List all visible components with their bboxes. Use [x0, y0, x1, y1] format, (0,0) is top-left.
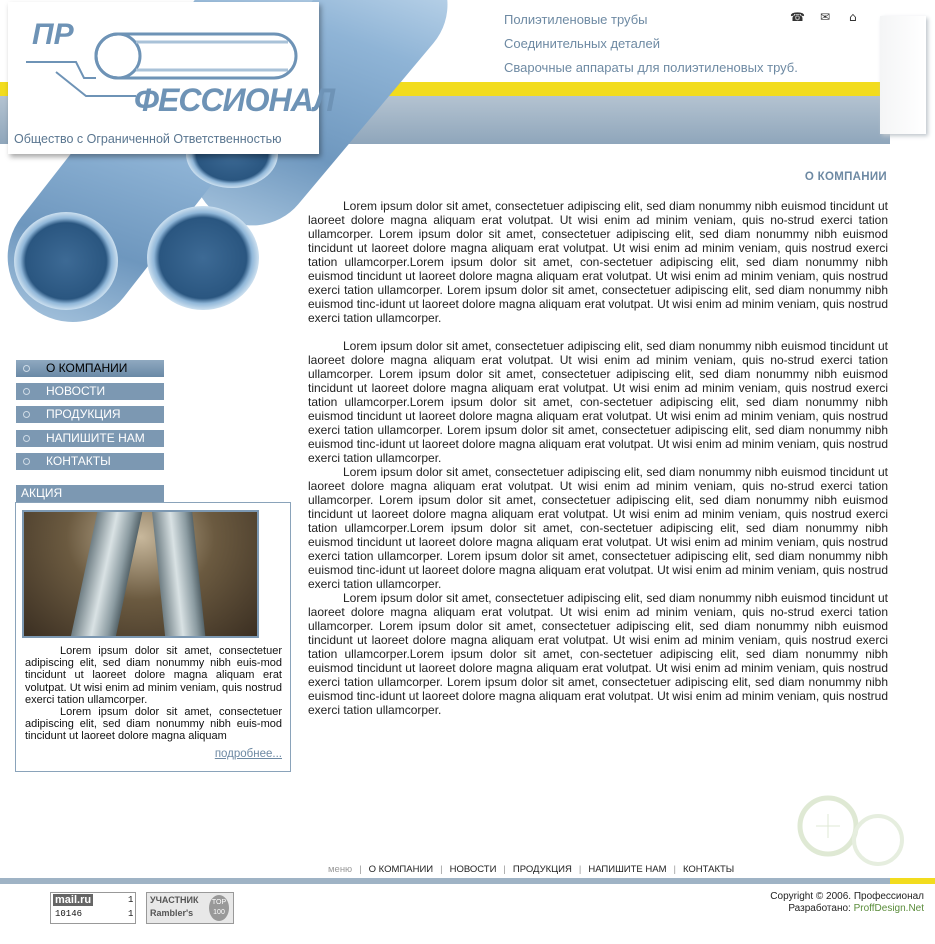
logo-prefix: ПР	[32, 18, 74, 51]
footer-link-contacts[interactable]: КОНТАКТЫ	[682, 864, 735, 875]
nav-item-write-us[interactable]	[16, 430, 164, 447]
footer-link-products[interactable]: ПРОДУКЦИЯ	[512, 864, 572, 875]
counter-brand: mail.ru	[55, 894, 92, 906]
rambler-top-label: УЧАСТНИК	[150, 895, 199, 905]
top-link-fittings[interactable]: Соединительных деталей	[504, 36, 660, 51]
mail-icon[interactable]: ✉	[820, 10, 831, 24]
counter-value: 10146	[55, 909, 83, 919]
promo-title-label: АКЦИЯ	[21, 486, 63, 500]
page-title: О КОМПАНИИ	[804, 171, 887, 183]
rambler-badge-bottom: 100	[213, 909, 225, 916]
footer-yellow-strip	[890, 878, 935, 884]
content-paragraph: Lorem ipsum dolor sit amet, consectetuer adipiscing elit, sed diam nonummy nibh euismod tincidunt ut laoreet dolore magna aliquam erat volutpat. Ut wisi enim ad minim veniam, quis no-strud exerci tation ullamcorper. Lorem ipsum dolor sit amet, consectetuer adipiscing elit, sed diam nonummy nibh euismod tincidunt ut laoreet dolore magna aliquam erat volutpat. Ut wisi enim ad minim veniam, quis nostrud exerci tation ullamcorper.Lorem ipsum dolor sit amet, con-sectetuer adipiscing elit, sed diam nonummy nibh euismod tincidunt ut laoreet dolore magna aliquam erat volutpat. Ut wisi enim ad minim veniam, quis nostrud exerci tation ullamcorper. Lorem ipsum dolor sit amet, consectetuer adipiscing elit, sed diam nonummy nibh euismod tinc-idunt ut laoreet dolore magna aliquam erat volutpat. Ut wisi enim ad minim veniam, quis nostrud exerci tation ullamcorper.	[308, 339, 888, 465]
footer-strip	[0, 878, 890, 884]
copyright	[700, 891, 924, 915]
decorative-circles	[796, 792, 916, 872]
rambler-bottom-label: Rambler's	[150, 908, 194, 918]
counter-right-top: 1	[128, 895, 134, 905]
rambler-badge-icon	[209, 895, 229, 921]
rambler-counter[interactable]	[146, 892, 234, 924]
promo-image	[22, 510, 259, 638]
nav-item-contacts[interactable]	[16, 453, 164, 470]
footer-link-about[interactable]: О КОМПАНИИ	[368, 864, 434, 875]
home-icon[interactable]: ⌂	[849, 10, 857, 24]
nav-item-news[interactable]	[16, 383, 164, 400]
nav-item-label: О КОМПАНИИ	[46, 361, 128, 375]
read-more-link[interactable]: подробнее...	[214, 748, 282, 760]
nav-bullet-icon	[23, 365, 30, 372]
content-paragraph: Lorem ipsum dolor sit amet, consectetuer adipiscing elit, sed diam nonummy nibh euismod tincidunt ut laoreet dolore magna aliquam erat volutpat. Ut wisi enim ad minim veniam, quis no-strud exerci tation ullamcorper. Lorem ipsum dolor sit amet, consectetuer adipiscing elit, sed diam nonummy nibh euismod tincidunt ut laoreet dolore magna aliquam erat volutpat. Ut wisi enim ad minim veniam, quis nostrud exerci tation ullamcorper.Lorem ipsum dolor sit amet, con-sectetuer adipiscing elit, sed diam nonummy nibh euismod tincidunt ut laoreet dolore magna aliquam erat volutpat. Ut wisi enim ad minim veniam, quis nostrud exerci tation ullamcorper. Lorem ipsum dolor sit amet, consectetuer adipiscing elit, sed diam nonummy nibh euismod tinc-idunt ut laoreet dolore magna aliquam erat volutpat. Ut wisi enim ad minim veniam, quis nostrud exerci tation ullamcorper.	[308, 199, 888, 325]
nav-bullet-icon	[23, 411, 30, 418]
developer-link[interactable]: ProffDesign.Net	[853, 903, 924, 914]
content-paragraph: Lorem ipsum dolor sit amet, consectetuer adipiscing elit, sed diam nonummy nibh euismod tincidunt ut laoreet dolore magna aliquam erat volutpat. Ut wisi enim ad minim veniam, quis no-strud exerci tation ullamcorper. Lorem ipsum dolor sit amet, consectetuer adipiscing elit, sed diam nonummy nibh euismod tincidunt ut laoreet dolore magna aliquam erat volutpat. Ut wisi enim ad minim veniam, quis nostrud exerci tation ullamcorper.Lorem ipsum dolor sit amet, con-sectetuer adipiscing elit, sed diam nonummy nibh euismod tincidunt ut laoreet dolore magna aliquam erat volutpat. Ut wisi enim ad minim veniam, quis nostrud exerci tation ullamcorper. Lorem ipsum dolor sit amet, consectetuer adipiscing elit, sed diam nonummy nibh euismod tinc-idunt ut laoreet dolore magna aliquam erat volutpat. Ut wisi enim ad minim veniam, quis nostrud exerci tation ullamcorper.	[308, 465, 888, 591]
logo-main: ФЕССИОНАЛ	[134, 82, 335, 118]
content-paragraph: Lorem ipsum dolor sit amet, consectetuer adipiscing elit, sed diam nonummy nibh euismod tincidunt ut laoreet dolore magna aliquam erat volutpat. Ut wisi enim ad minim veniam, quis no-strud exerci tation ullamcorper. Lorem ipsum dolor sit amet, consectetuer adipiscing elit, sed diam nonummy nibh euismod tincidunt ut laoreet dolore magna aliquam erat volutpat. Ut wisi enim ad minim veniam, quis nostrud exerci tation ullamcorper.Lorem ipsum dolor sit amet, con-sectetuer adipiscing elit, sed diam nonummy nibh euismod tincidunt ut laoreet dolore magna aliquam erat volutpat. Ut wisi enim ad minim veniam, quis nostrud exerci tation ullamcorper. Lorem ipsum dolor sit amet, consectetuer adipiscing elit, sed diam nonummy nibh euismod tinc-idunt ut laoreet dolore magna aliquam erat volutpat. Ut wisi enim ad minim veniam, quis nostrud exerci tation ullamcorper.	[308, 591, 888, 717]
logo[interactable]	[8, 2, 335, 154]
nav-item-label: НАПИШИТЕ НАМ	[46, 431, 145, 445]
logo-subtitle: Общество с Ограниченной Ответственностью	[14, 132, 282, 146]
counter-right-bottom: 1	[128, 909, 134, 919]
nav-bullet-icon	[23, 388, 30, 395]
footer-link-news[interactable]: НОВОСТИ	[449, 864, 497, 875]
nav-bullet-icon	[23, 435, 30, 442]
nav-bullet-icon	[23, 458, 30, 465]
developer-line	[700, 903, 924, 915]
developer-label: Разработано:	[788, 903, 851, 914]
promo-title	[16, 485, 164, 502]
main-content	[308, 199, 888, 717]
top-link-welding[interactable]: Сварочные аппараты для полиэтиленовых труб.	[504, 60, 798, 75]
top-link-pipes[interactable]: Полиэтиленовые трубы	[504, 12, 648, 27]
phone-icon[interactable]: ☎	[790, 10, 805, 24]
footer-menu-label: меню	[328, 864, 353, 875]
promo-text	[25, 645, 282, 743]
nav-item-label: НОВОСТИ	[46, 384, 106, 398]
promo-paragraph: Lorem ipsum dolor sit amet, consectetuer adipiscing elit, sed diam nonummy nibh euis-mod tincidunt ut laoreet dolore magna aliquam	[25, 706, 282, 743]
nav-item-label: КОНТАКТЫ	[46, 454, 111, 468]
copyright-text: Copyright © 2006. Профессионал	[770, 891, 924, 902]
nav-item-label: ПРОДУКЦИЯ	[46, 407, 121, 421]
rambler-badge-top: TOP	[211, 899, 227, 906]
mailru-counter[interactable]	[50, 892, 136, 924]
nav-item-about[interactable]	[16, 360, 164, 377]
promo-paragraph: Lorem ipsum dolor sit amet, consectetuer adipiscing elit, sed diam nonummy nibh euis-mod tincidunt ut laoreet dolore magna aliquam erat volutpat. Ut wisi enim ad minim veniam, quis nostrud exerci tation ullamcorper.	[25, 645, 282, 706]
footer-menu: меню | О КОМПАНИИ | НОВОСТИ | ПРОДУКЦИЯ | НАПИШИТЕ НАМ | КОНТАКТЫ	[328, 864, 735, 875]
footer-link-write-us[interactable]: НАПИШИТЕ НАМ	[588, 864, 667, 875]
header-right-panel	[880, 16, 926, 134]
nav-item-products[interactable]	[16, 406, 164, 423]
